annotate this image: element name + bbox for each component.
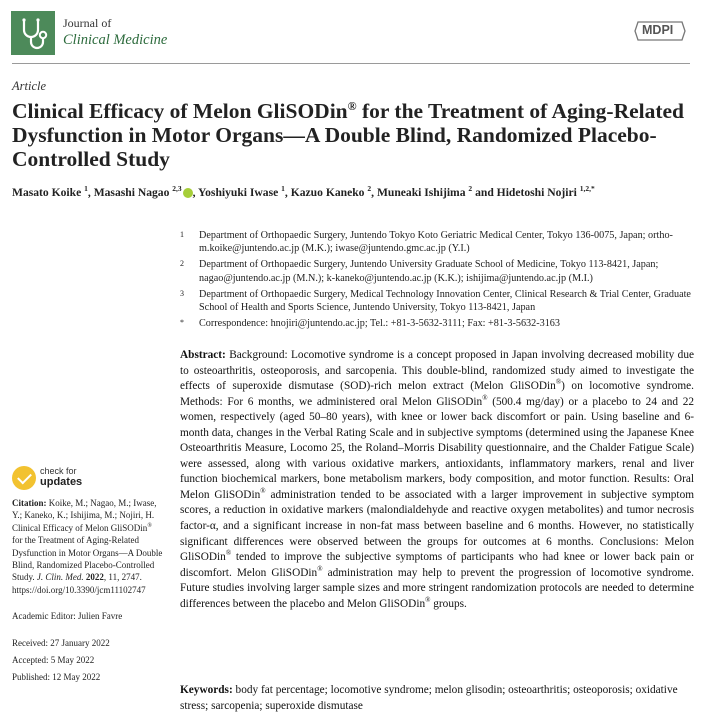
keywords-text: body fat percentage; locomotive syndrome; melon glisodin; osteoarthritis; osteoporosis; oxidative stress; sarcopenia; superoxide dismutase <box>180 684 678 712</box>
author-affiliation: 2 <box>367 184 372 193</box>
affiliation-number: * <box>180 318 184 328</box>
author-list: Masato Koike $^1$, Masashi Nagao $^{2,3}$ , Yoshiyuki Iwase $^1$, Kazuo Kaneko $^2$, Muneaki Ishijima $^2$ and Hidetoshi Nojiri $^{1,2,*}$ <box>12 184 595 199</box>
article-info-sidebar <box>12 497 164 684</box>
affiliation-number: 2 <box>180 259 184 269</box>
keywords <box>180 683 694 714</box>
journal-logo <box>11 11 55 55</box>
citation: Citation: Koike, M.; Nagao, M.; Iwase, Y.; Kaneko, K.; Ishijima, M.; Nojiri, H. Clinical Efficacy of Melon GliSODin® for the Treatment of Aging-Related Dysfunction in Motor Organs—A Double Blind, Randomized Placebo-Controlled Study. J. Clin. Med. 2022, 11, 2747. https://doi.org/10.3390/jcm11102747 <box>12 498 163 595</box>
author-affiliation: 1 <box>281 184 285 193</box>
academic-editor: Academic Editor: Julien Favre <box>12 611 123 622</box>
journal-name-line1: Journal of <box>63 16 112 30</box>
check-updates-line2: updates <box>40 476 83 488</box>
affiliation-number: 1 <box>180 230 184 239</box>
article-title: Clinical Efficacy of Melon GliSODin® for the Treatment of Aging-Related Dysfunction in Motor Organs—A Double Blind, Randomized Placebo-Controlled Study <box>12 99 685 172</box>
publisher-name: MDPI <box>642 23 674 37</box>
author-affiliation: 1,2,* <box>579 184 595 193</box>
publisher-logo[interactable] <box>634 20 686 42</box>
correspondence-text: Correspondence: hnojiri@juntendo.ac.jp; Tel.: +81-3-5632-3111; Fax: +81-3-5632-3163 <box>199 318 560 330</box>
keywords-label: Keywords: <box>180 684 233 696</box>
affiliation-item <box>180 229 695 255</box>
author-affiliation: 1 <box>84 184 88 193</box>
author-name[interactable]: Masashi Nagao <box>93 185 170 199</box>
abstract: Abstract: Background: Locomotive syndrome is a concept proposed in Japan involving decreased mobility due to osteoarthritis, osteoporosis, and sarcopenia. This double-blind, randomized study aimed to investigate the effects of superoxide dismutase (SOD)-rich melon extract (Melon GliSODin®) on locomotive syndrome. Methods: For 6 months, we administered oral Melon GliSODin® (500.4 mg/day) or a placebo to 24 and 22 women, respectively (aged 50–80 years), with knee or lower back discomfort or pain. Using baseline and 6-month data, changes in the Verbal Rating Scale and in subjective symptoms (determined using the Japanese Knee Osteoarthritis Measure, Locomo 25, the Roland–Morris Disability questionnaire, and the Chalder Fatigue Scale) were assessed, along with various oxidative markers, antioxidants, inflammatory markers, renal and liver function biochemical markers, bone metabolism markers, body composition, and motor function. Results: Oral Melon GliSODin® administration tended to be associated with a larger improvement in subjective symptom scores, a reduction in oxidative markers (malondialdehyde and reactive oxygen metabolites) and tumor necrosis factor-α, and a significant increase in non-fat mass between baseline and 6 months. However, no statistically significant differences were observed between the groups for outcomes at 6 months. Conclusions: Melon GliSODin® tended to improve the subjective symptoms of participants who had knee or lower back pain or discomfort. Melon GliSODin® administration may help to prevent the progression of locomotive syndrome. Future studies involving larger sample sizes and more stringent randomization protocols are needed to determine differences between the placebo and Melon GliSODin® groups. <box>180 349 695 610</box>
date-accepted: Accepted: 5 May 2022 <box>12 655 95 666</box>
author-affiliation: 2,3 <box>172 184 182 193</box>
affiliation-item <box>180 288 695 314</box>
check-updates-line1: check for <box>40 466 77 476</box>
affiliation-item <box>180 317 695 330</box>
article-type: Article <box>12 79 47 93</box>
author-name[interactable]: Kazuo Kaneko <box>290 185 365 199</box>
citation-label: Citation: <box>12 498 47 508</box>
check-updates-icon <box>12 466 36 490</box>
orcid-icon[interactable] <box>183 188 193 198</box>
affiliation-text: Department of Orthopaedic Surgery, Medical Technology Innovation Center, Clinical Research & Trial Center, Graduate School of Health and Sports Science, Juntendo University, Tokyo 113-8421, Japan <box>199 288 691 314</box>
author-affiliation: 2 <box>468 184 473 193</box>
author-name[interactable]: Hidetoshi Nojiri <box>496 185 577 199</box>
author-name[interactable]: Muneaki Ishijima <box>376 185 466 199</box>
date-received: Received: 27 January 2022 <box>12 637 110 648</box>
affiliation-text: Department of Orthopaedic Surgery, Juntendo Tokyo Koto Geriatric Medical Center, Tokyo 136-0075, Japan; ortho-m.koike@juntendo.ac.jp (M.K.); iwase@juntendo.gmc.ac.jp (Y.I.) <box>199 230 673 255</box>
stethoscope-icon <box>11 11 55 55</box>
affiliation-number: 3 <box>180 288 184 298</box>
affiliation-text: Department of Orthopaedic Surgery, Juntendo University Graduate School of Medicine, Tokyo 113-8421, Japan; nagao@juntendo.ac.jp (M.N.); k-kaneko@juntendo.ac.jp (K.K.); ishijima@juntendo.ac.jp (M.I.) <box>199 259 659 284</box>
affiliations <box>180 229 695 333</box>
affiliation-item <box>180 258 695 284</box>
check-for-updates-badge[interactable] <box>12 466 112 492</box>
doi-link[interactable]: 2747. https://doi.org/10.3390/jcm11102747 <box>12 572 146 595</box>
header-divider <box>12 63 690 64</box>
author-name[interactable]: Yoshiyuki Iwase <box>198 185 279 199</box>
journal-name-line2: Clinical Medicine <box>63 32 168 48</box>
date-published: Published: 12 May 2022 <box>12 672 101 683</box>
abstract-label: Abstract: <box>180 349 226 361</box>
author-name[interactable]: Masato Koike <box>12 185 82 199</box>
